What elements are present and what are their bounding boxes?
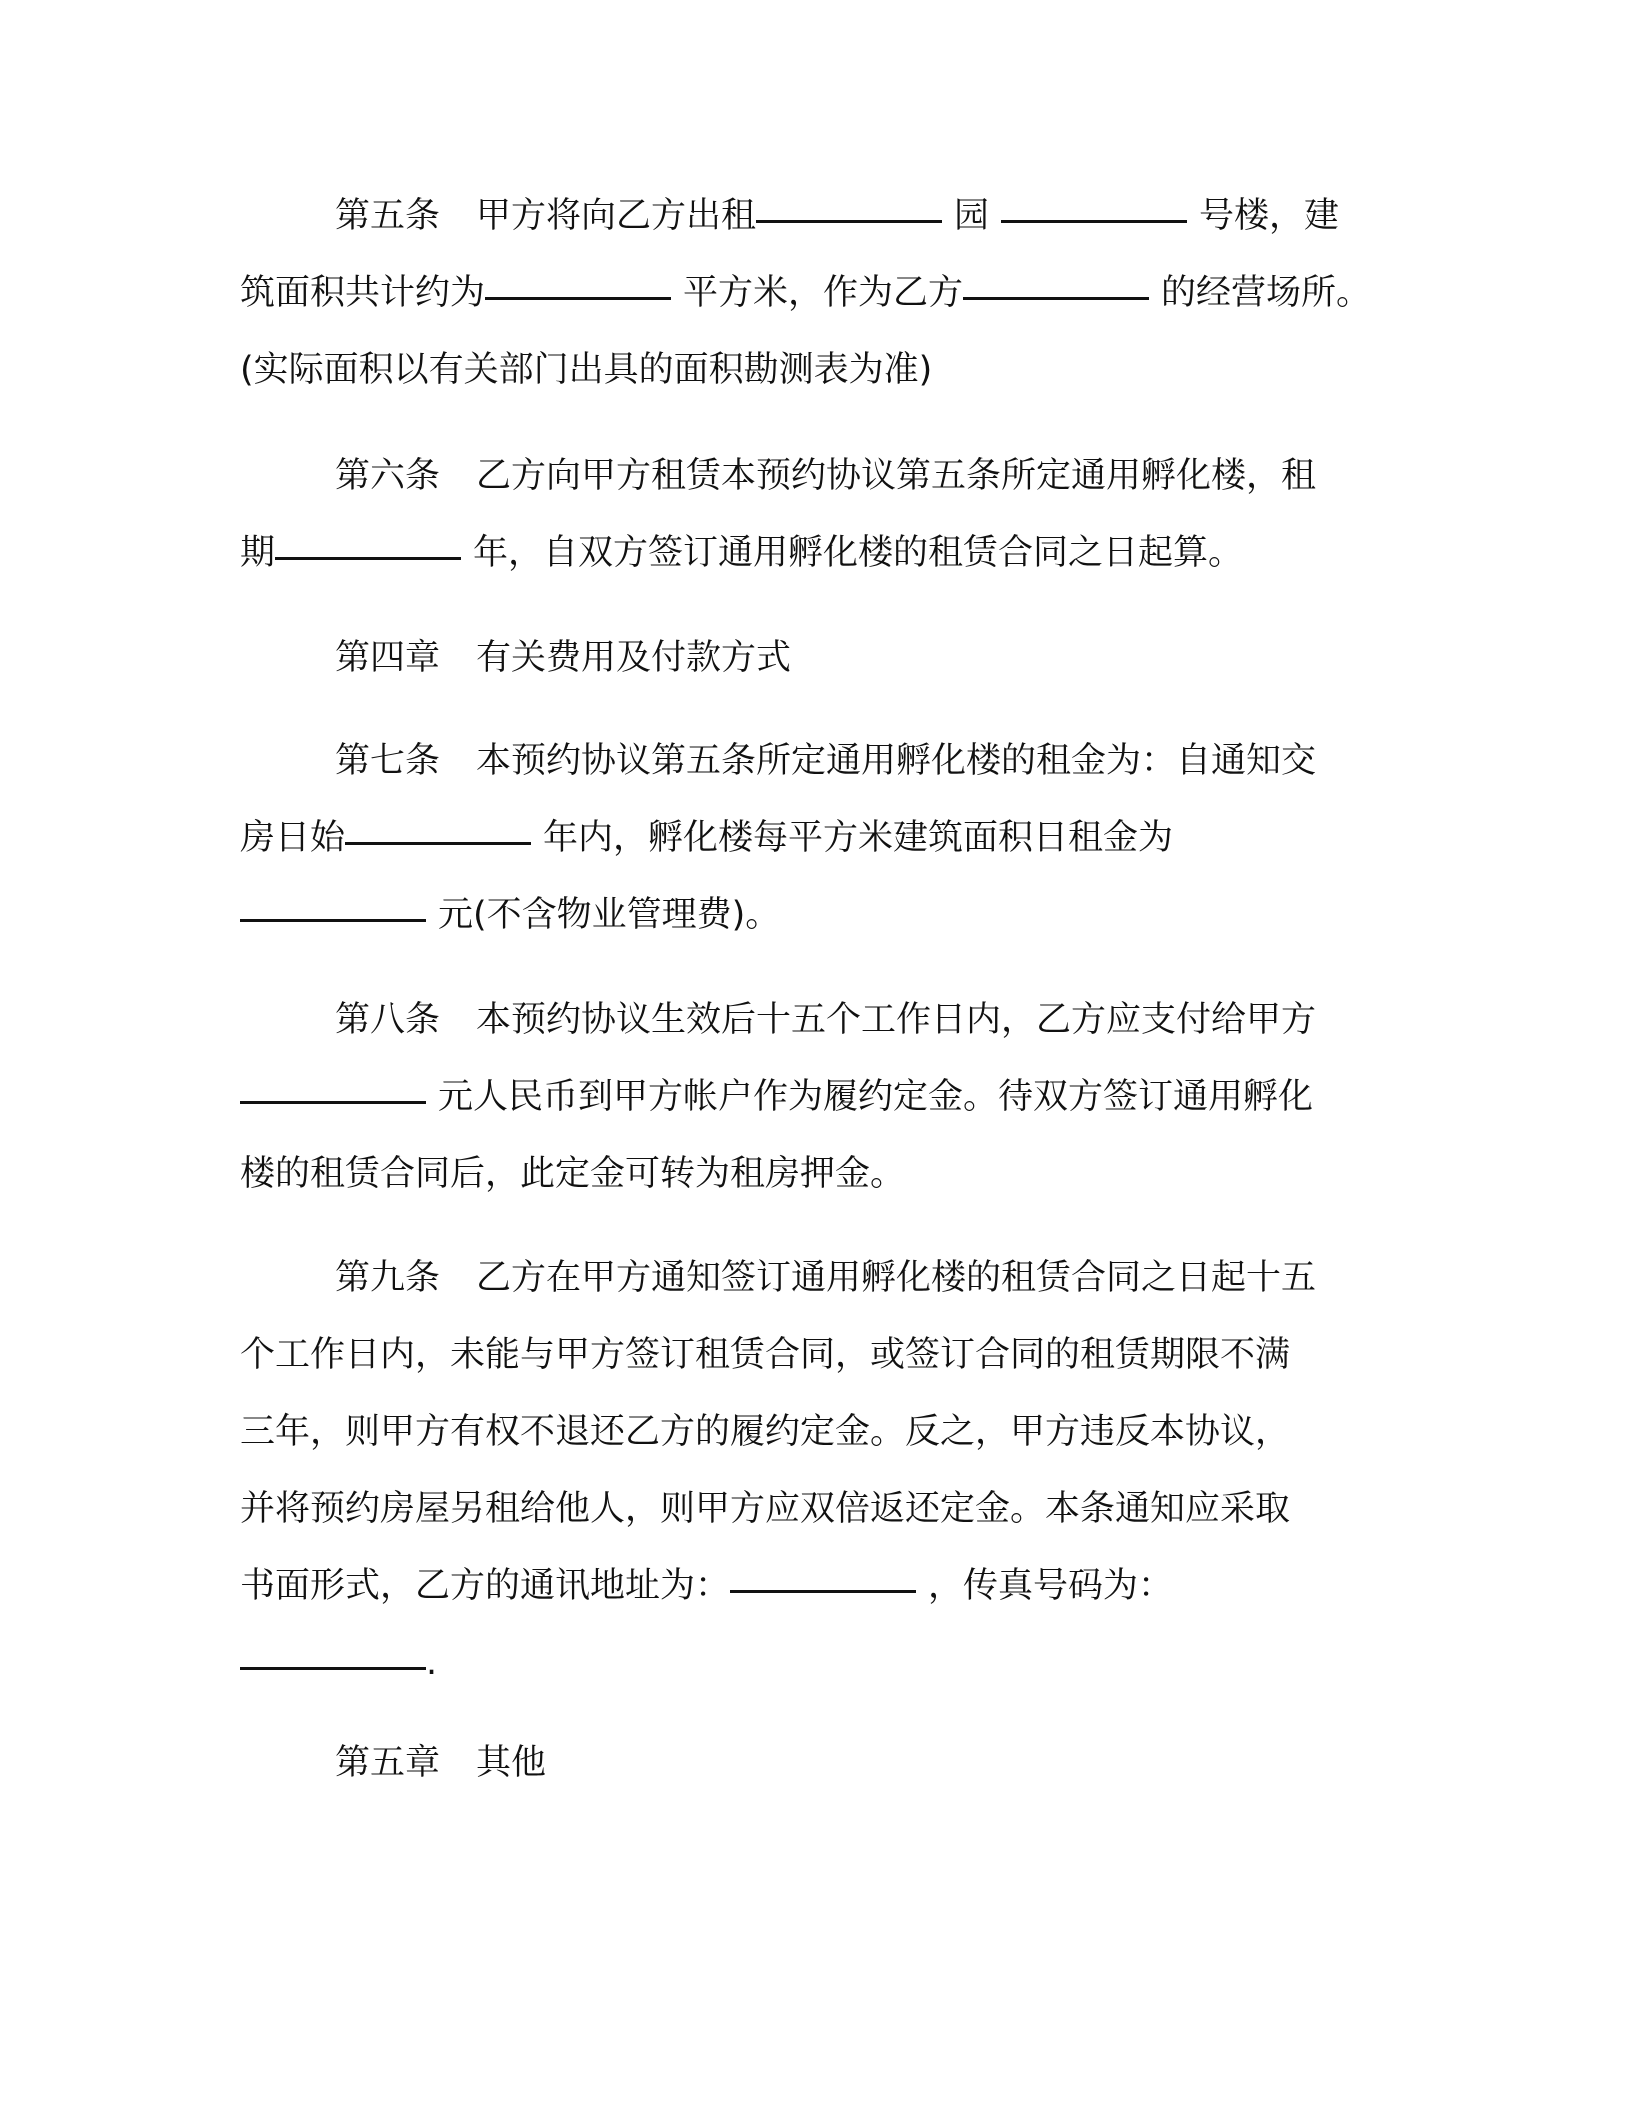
- article-9-line-1: [240, 1240, 1420, 1317]
- article-5: [240, 178, 1420, 409]
- article-6-line-2: [240, 515, 1420, 592]
- article-5-line-3: [240, 332, 1420, 409]
- article-6-text-2: 期: [240, 533, 276, 573]
- article-9-text-5: 书面形式，乙方的通讯地址为：: [240, 1566, 731, 1606]
- blank-field[interactable]: [963, 293, 1149, 300]
- article-9-text-2: 个工作日内，未能与甲方签订租赁合同，或签订合同的租赁期限不满: [240, 1335, 1291, 1375]
- blank-field[interactable]: [730, 1586, 916, 1593]
- chapter-5-label: 第五章: [335, 1743, 441, 1783]
- article-9-line-6: [240, 1625, 1420, 1702]
- article-7-line-2: [240, 800, 1420, 877]
- article-7-line-1: [240, 723, 1420, 800]
- article-6: [240, 438, 1420, 592]
- article-6-label: 第六条: [335, 456, 441, 496]
- blank-field[interactable]: [240, 915, 426, 922]
- article-5-text-1: 甲方将向乙方出租: [476, 196, 757, 236]
- article-7-text-4: 元(不含物业管理费)。: [438, 895, 781, 935]
- article-8-label: 第八条: [335, 1000, 441, 1040]
- article-6-text-3: 年，自双方签订通用孵化楼的租赁合同之日起算。: [473, 533, 1244, 573]
- article-5-text-4: 筑面积共计约为: [240, 273, 486, 313]
- article-5-text-6: 的经营场所。: [1161, 273, 1372, 313]
- article-7-text-2: 房日始: [240, 818, 346, 858]
- article-6-line-1: [240, 438, 1420, 515]
- chapter-4-line: [240, 620, 1420, 697]
- article-6-text-1: 乙方向甲方租赁本预约协议第五条所定通用孵化楼，租: [476, 456, 1317, 496]
- chapter-4-title: 有关费用及付款方式: [476, 638, 792, 678]
- article-8-line-2: [240, 1059, 1420, 1136]
- article-5-text-5: 平方米，作为乙方: [683, 273, 964, 313]
- article-9-text-6: ，传真号码为：: [928, 1566, 1174, 1606]
- article-5-line-1: [240, 178, 1420, 255]
- article-9-text-1: 乙方在甲方通知签订通用孵化楼的租赁合同之日起十五: [476, 1258, 1317, 1298]
- article-7-label: 第七条: [335, 741, 441, 781]
- article-8-line-3: [240, 1136, 1420, 1213]
- article-9-line-4: [240, 1471, 1420, 1548]
- blank-field[interactable]: [1001, 216, 1187, 223]
- article-7-text-3: 年内，孵化楼每平方米建筑面积日租金为: [543, 818, 1174, 858]
- article-9-text-4: 并将预约房屋另租给他人，则甲方应双倍返还定金。本条通知应采取: [240, 1489, 1291, 1529]
- article-5-line-2: [240, 255, 1420, 332]
- blank-field[interactable]: [756, 216, 942, 223]
- article-9-text-7: .: [426, 1643, 438, 1683]
- chapter-4: [240, 620, 1420, 697]
- article-9-line-3: [240, 1394, 1420, 1471]
- article-7-text-1: 本预约协议第五条所定通用孵化楼的租金为：自通知交: [476, 741, 1317, 781]
- chapter-5-line: [240, 1725, 1420, 1802]
- article-7: [240, 723, 1420, 954]
- article-5-text-2: 园: [954, 196, 990, 236]
- article-9-label: 第九条: [335, 1258, 441, 1298]
- article-5-text-3: 号楼，建: [1199, 196, 1340, 236]
- article-8-text-2: 元人民币到甲方帐户作为履约定金。待双方签订通用孵化: [438, 1077, 1314, 1117]
- article-5-text-7: (实际面积以有关部门出具的面积勘测表为准): [240, 350, 933, 390]
- article-5-label: 第五条: [335, 196, 441, 236]
- article-8: [240, 982, 1420, 1213]
- article-8-text-1: 本预约协议生效后十五个工作日内，乙方应支付给甲方: [476, 1000, 1317, 1040]
- blank-field[interactable]: [275, 553, 461, 560]
- blank-field[interactable]: [345, 838, 531, 845]
- article-9-line-5: [240, 1548, 1420, 1625]
- chapter-4-label: 第四章: [335, 638, 441, 678]
- blank-field[interactable]: [240, 1663, 426, 1670]
- blank-field[interactable]: [485, 293, 671, 300]
- article-8-line-1: [240, 982, 1420, 1059]
- chapter-5: [240, 1725, 1420, 1802]
- article-8-text-3: 楼的租赁合同后，此定金可转为租房押金。: [240, 1154, 906, 1194]
- chapter-5-title: 其他: [476, 1743, 547, 1783]
- blank-field[interactable]: [240, 1097, 426, 1104]
- article-9-line-2: [240, 1317, 1420, 1394]
- article-9: [240, 1240, 1420, 1702]
- article-7-line-3: [240, 877, 1420, 954]
- article-9-text-3: 三年，则甲方有权不退还乙方的履约定金。反之，甲方违反本协议，: [240, 1412, 1291, 1452]
